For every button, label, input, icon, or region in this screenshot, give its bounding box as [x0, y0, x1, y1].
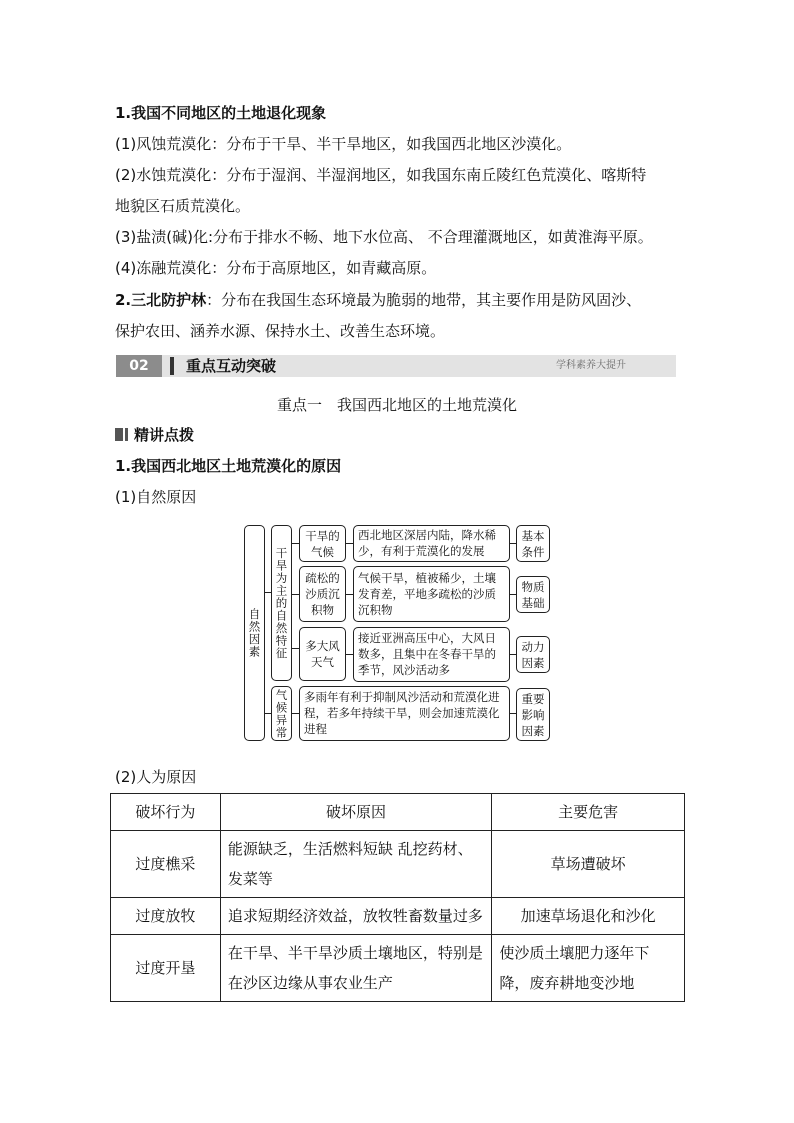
table-cell: 使沙质土壤肥力逐年下降，废弃耕地变沙地 [492, 935, 685, 1002]
table-cell: 草场遭破坏 [492, 831, 685, 898]
factor-box [299, 566, 346, 622]
factor-label: 疏松的沙质沉积物 [305, 571, 340, 617]
intro-line-2: (2)水蚀荒漠化：分布于湿润、半湿润地区，如我国东南丘陵红色荒漠化、喀斯特 [115, 166, 647, 184]
group-box-arid [271, 525, 292, 681]
role-box [516, 688, 550, 741]
table-header: 破坏行为 [111, 794, 221, 831]
intro-line-1: (1)风蚀荒漠化：分布于干旱、半干旱地区，如我国西北地区沙漠化。 [115, 135, 572, 153]
connector [346, 543, 353, 544]
group-label-climate: 气候异常 [274, 688, 289, 739]
table-cell: 加速草场退化和沙化 [492, 898, 685, 935]
table-cell: 过度放牧 [111, 898, 221, 935]
table-cell: 过度开垦 [111, 935, 221, 1002]
role-box [516, 525, 550, 562]
key-point-title: 重点一 我国西北地区的土地荒漠化 [276, 396, 517, 414]
table-row [111, 935, 685, 1002]
intro-line-5: (4)冻融荒漠化：分布于高原地区，如青藏高原。 [115, 259, 437, 277]
factor-box [299, 627, 346, 681]
natural-heading: (1)自然原因 [115, 488, 197, 506]
table-cell: 能源缺乏，生活燃料短缺 乱挖药材、发菜等 [220, 831, 492, 898]
table-cell: 在干旱、半干旱沙质土壤地区，特别是在沙区边缘从事农业生产 [220, 935, 492, 1002]
intro-heading: 1.我国不同地区的土地退化现象 [115, 104, 327, 122]
table-header: 破坏原因 [220, 794, 492, 831]
root-box [244, 525, 265, 741]
intro-line-4: (3)盐渍(碱)化:分布于排水不畅、地下水位高、 不合理灌溉地区，如黄淮海平原。 [115, 228, 653, 246]
banner-divider [170, 357, 174, 375]
connector [346, 594, 353, 595]
causes-heading: 1.我国西北地区土地荒漠化的原因 [115, 457, 342, 475]
section-number: 02 [116, 355, 162, 377]
desc-box [353, 627, 510, 682]
factor-label: 多大风天气 [305, 639, 340, 669]
section-banner-title: 重点互动突破 [186, 357, 277, 375]
subsection-label: 精讲点拨 [134, 426, 195, 444]
connector [292, 543, 299, 544]
desc-text: 气候干旱，植被稀少，土壤发育差，平地多疏松的沙质沉积物 [358, 571, 496, 617]
table-cell: 过度樵采 [111, 831, 221, 898]
table-row [111, 831, 685, 898]
role-label: 基本条件 [521, 528, 545, 559]
human-heading: (2)人为原因 [115, 768, 197, 786]
point-2-label: 2.三北防护林 [115, 291, 207, 309]
intro-point-2-cont: 保护农田、涵养水源、保持水土、改善生态环境。 [115, 322, 446, 340]
factor-label: 干旱的气候 [305, 528, 340, 559]
desc-text: 多雨年有利于抑制风沙活动和荒漠化进程，若多年持续干旱，则会加速荒漠化进程 [304, 690, 500, 736]
factor-box [299, 525, 346, 562]
desc-box [299, 686, 510, 741]
desc-text: 西北地区深居内陆，降水稀少，有利于荒漠化的发展 [358, 528, 496, 558]
desc-box [353, 525, 510, 562]
connector [292, 648, 299, 649]
role-label: 动力因素 [521, 639, 545, 670]
table-row [111, 898, 685, 935]
table-cell: 追求短期经济效益，放牧牲畜数量过多 [220, 898, 492, 935]
point-2-text: ：分布在我国生态环境最为脆弱的地带，其主要作用是防风固沙、 [206, 291, 642, 309]
group-label-arid: 干旱为主的自然特征 [274, 546, 289, 660]
group-box-climate [271, 686, 292, 741]
subsection-heading [115, 424, 194, 446]
table-header-row [111, 794, 685, 831]
role-label: 重要影响因素 [521, 691, 545, 738]
section-banner [116, 355, 676, 377]
human-causes-table [110, 793, 685, 1002]
double-bar-icon [115, 428, 128, 441]
connector [346, 654, 353, 655]
intro-line-3: 地貌区石质荒漠化。 [115, 197, 251, 215]
connector [292, 713, 299, 714]
connector [292, 594, 299, 595]
role-box [516, 636, 550, 673]
desc-box [353, 566, 510, 622]
table-header: 主要危害 [492, 794, 685, 831]
role-box [516, 576, 550, 613]
desc-text: 接近亚洲高压中心，大风日数多，且集中在冬春干旱的季节，风沙活动多 [358, 631, 496, 677]
role-label: 物质基础 [521, 579, 545, 610]
section-banner-subtitle: 学科素养大提升 [556, 360, 626, 371]
root-label: 自然因素 [247, 608, 262, 658]
intro-point-2 [115, 289, 641, 311]
